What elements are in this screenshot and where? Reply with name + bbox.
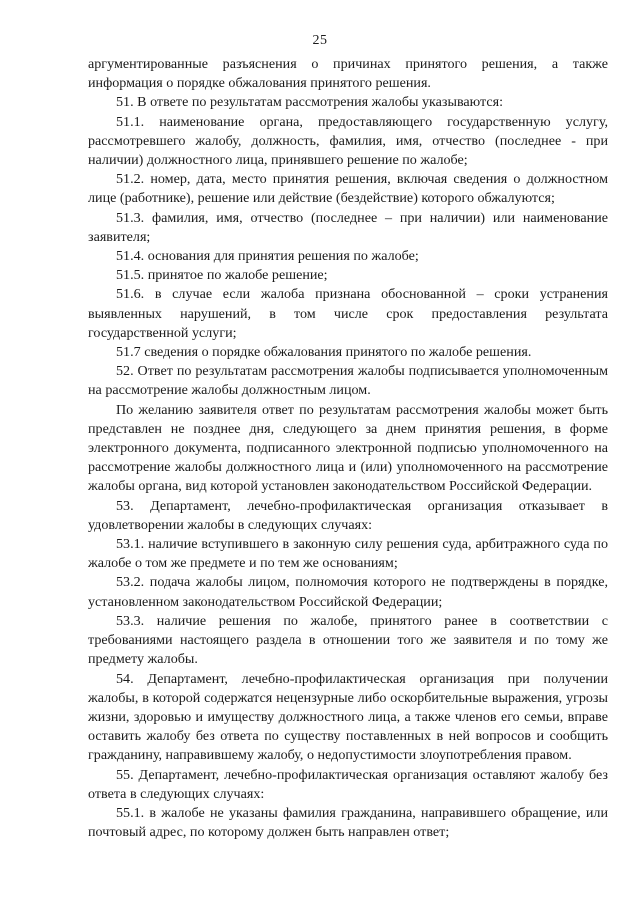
paragraph: По желанию заявителя ответ по результатам рассмотрения жалобы может быть представлен не позднее дня, следующего за днем принятия решения, в форме электронного документа, подписанного электронной подписью уполномоченного на рассмотрение жалобы должностного лица и (или) уполномоченного на рассмотрение жалобы органа, вид которой установлен законодательством Российской Федерации.: [88, 401, 608, 495]
document-body: [88, 55, 608, 842]
page-number: 25: [312, 33, 328, 48]
paragraph: 54. Департамент, лечебно-профилактическая организация при получении жалобы, в которой содержатся нецензурные либо оскорбительные выражения, угрозы жизни, здоровью и имуществу должностного лица, а также членов его семьи, вправе оставить жалобу без ответа по существу поставленных в ней вопросов и сообщить гражданину, направившему жалобу, о недопустимости злоупотребления правом.: [88, 670, 608, 764]
paragraph: 51.4. основания для принятия решения по жалобе;: [116, 248, 419, 265]
paragraph: 51.3. фамилия, имя, отчество (последнее – при наличии) или наименование заявителя;: [88, 209, 608, 245]
paragraph: 51.6. в случае если жалоба признана обоснованной – сроки устранения выявленных нарушений, в том числе срок предоставления результата государственной услуги;: [88, 286, 608, 341]
paragraph: 51. В ответе по результатам рассмотрения жалобы указываются:: [116, 94, 504, 111]
paragraph: 53.2. подача жалобы лицом, полномочия которого не подтверждены в порядке, установленном законодательством Российской Федерации;: [88, 574, 608, 610]
paragraph: 52. Ответ по результатам рассмотрения жалобы подписывается уполномоченным на рассмотрение жалобы должностным лицом.: [88, 363, 608, 399]
paragraph: аргументированные разъяснения о причинах принятого решения, а также информация о порядке обжалования принятого решения.: [88, 56, 608, 92]
paragraph: 51.2. номер, дата, место принятия решения, включая сведения о должностном лице (работнике), решение или действие (бездействие) которого обжалуются;: [88, 171, 608, 207]
paragraph: 53. Департамент, лечебно-профилактическая организация отказывает в удовлетворении жалобы в следующих случаях:: [88, 497, 608, 533]
paragraph: 55.1. в жалобе не указаны фамилия гражданина, направившего обращение, или почтовый адрес, по которому должен быть направлен ответ;: [88, 804, 608, 841]
paragraph: 51.7 сведения о порядке обжалования принятого по жалобе решения.: [116, 344, 532, 361]
paragraph: 51.1. наименование органа, предоставляющего государственную услугу, рассмотревшего жалобу, должность, фамилия, имя, отчество (последнее - при наличии) должностного лица, принявшего решение по жалобе;: [88, 113, 608, 169]
paragraph: 55. Департамент, лечебно-профилактическая организация оставляют жалобу без ответа в следующих случаях:: [88, 766, 608, 802]
paragraph: 51.5. принятое по жалобе решение;: [116, 267, 328, 284]
paragraph: 53.1. наличие вступившего в законную силу решения суда, арбитражного суда по жалобе о том же предмете и по тем же основаниям;: [88, 536, 608, 572]
paragraph: 53.3. наличие решения по жалобе, принятого ранее в соответствии с требованиями настоящего раздела в отношении того же заявителя и по тому же предмету жалобы.: [88, 612, 608, 668]
